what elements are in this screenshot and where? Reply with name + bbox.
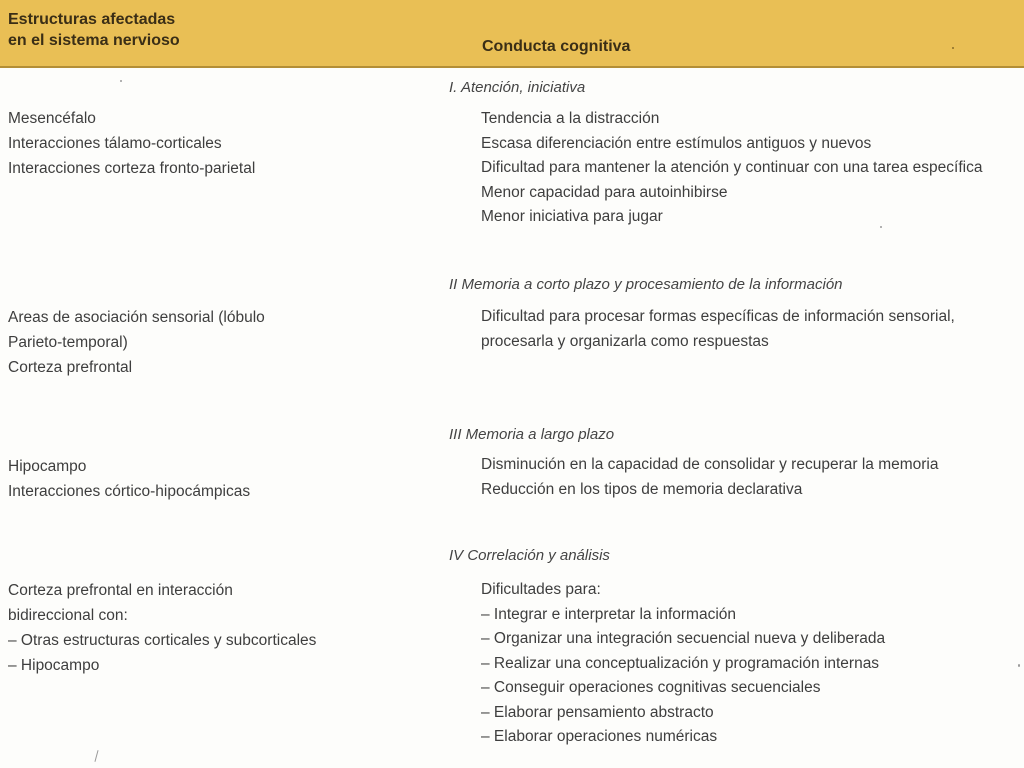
behavior-item: – Conseguir operaciones cognitivas secuenciales <box>481 679 821 696</box>
section-title-4: IV Correlación y análisis <box>449 547 610 564</box>
structure-item: – Otras estructuras corticales y subcorticales <box>8 632 317 649</box>
behavior-item: – Elaborar pensamiento abstracto <box>481 703 714 721</box>
structures-section-3 <box>8 454 250 504</box>
structure-item: Interacciones córtico-hipocámpicas <box>8 483 251 500</box>
behavior-item: Reducción en los tipos de memoria declarativa <box>481 480 803 498</box>
structure-item: Corteza prefrontal <box>8 359 133 376</box>
behavior-item: Dificultad para procesar formas específicas de información sensorial, <box>481 308 955 325</box>
behaviors-section-4 <box>481 578 885 750</box>
header-structures-line1: Estructuras afectadas <box>8 11 176 28</box>
structures-section-4 <box>8 578 316 678</box>
behavior-item: Dificultades para: <box>481 581 601 598</box>
behaviors-section-2 <box>481 305 955 354</box>
structure-item: Corteza prefrontal en interacción <box>8 582 233 599</box>
structure-item: Areas de asociación sensorial (lóbulo <box>8 309 265 326</box>
behaviors-section-3 <box>481 453 938 502</box>
behavior-item: Dificultad para mantener la atención y continuar con una tarea específica <box>481 159 983 176</box>
behavior-item: Tendencia a la distracción <box>481 110 660 127</box>
structures-section-1 <box>8 106 255 181</box>
header-cognitive-behavior: Conducta cognitiva <box>482 38 631 55</box>
header-structures-line2: en el sistema nervioso <box>8 32 180 49</box>
scan-speck <box>1018 664 1020 667</box>
scan-speck <box>94 750 98 762</box>
structure-item: Interacciones corteza fronto-parietal <box>8 160 256 177</box>
behavior-item: procesarla y organizarla como respuestas <box>481 332 769 350</box>
structure-item: Parieto-temporal) <box>8 334 128 351</box>
section-title-3: III Memoria a largo plazo <box>449 426 615 443</box>
behavior-item: – Realizar una conceptualización y programación internas <box>481 654 880 672</box>
scan-speck <box>120 80 122 82</box>
section-title-2: II Memoria a corto plazo y procesamiento de la información <box>449 276 843 293</box>
structure-item: bidireccional con: <box>8 607 128 624</box>
section-title-1: I. Atención, iniciativa <box>449 79 586 96</box>
behavior-item: – Elaborar operaciones numéricas <box>481 728 718 745</box>
behavior-item: – Organizar una integración secuencial nueva y deliberada <box>481 630 886 647</box>
table-header <box>0 0 1024 68</box>
structure-item: – Hipocampo <box>8 657 100 674</box>
header-structures <box>8 9 180 51</box>
behavior-item: Menor capacidad para autoinhibirse <box>481 183 728 201</box>
behavior-item: Escasa diferenciación entre estímulos antiguos y nuevos <box>481 134 872 152</box>
scan-speck <box>952 47 954 49</box>
scan-speck <box>880 226 882 228</box>
behaviors-section-1 <box>481 107 982 230</box>
behavior-item: Menor iniciativa para jugar <box>481 208 663 225</box>
structures-section-2 <box>8 305 265 380</box>
behavior-item: Disminución en la capacidad de consolidar y recuperar la memoria <box>481 456 939 473</box>
structure-item: Mesencéfalo <box>8 110 96 127</box>
structure-item: Hipocampo <box>8 458 87 475</box>
structure-item: Interacciones tálamo-corticales <box>8 135 222 152</box>
behavior-item: – Integrar e interpretar la información <box>481 605 737 623</box>
